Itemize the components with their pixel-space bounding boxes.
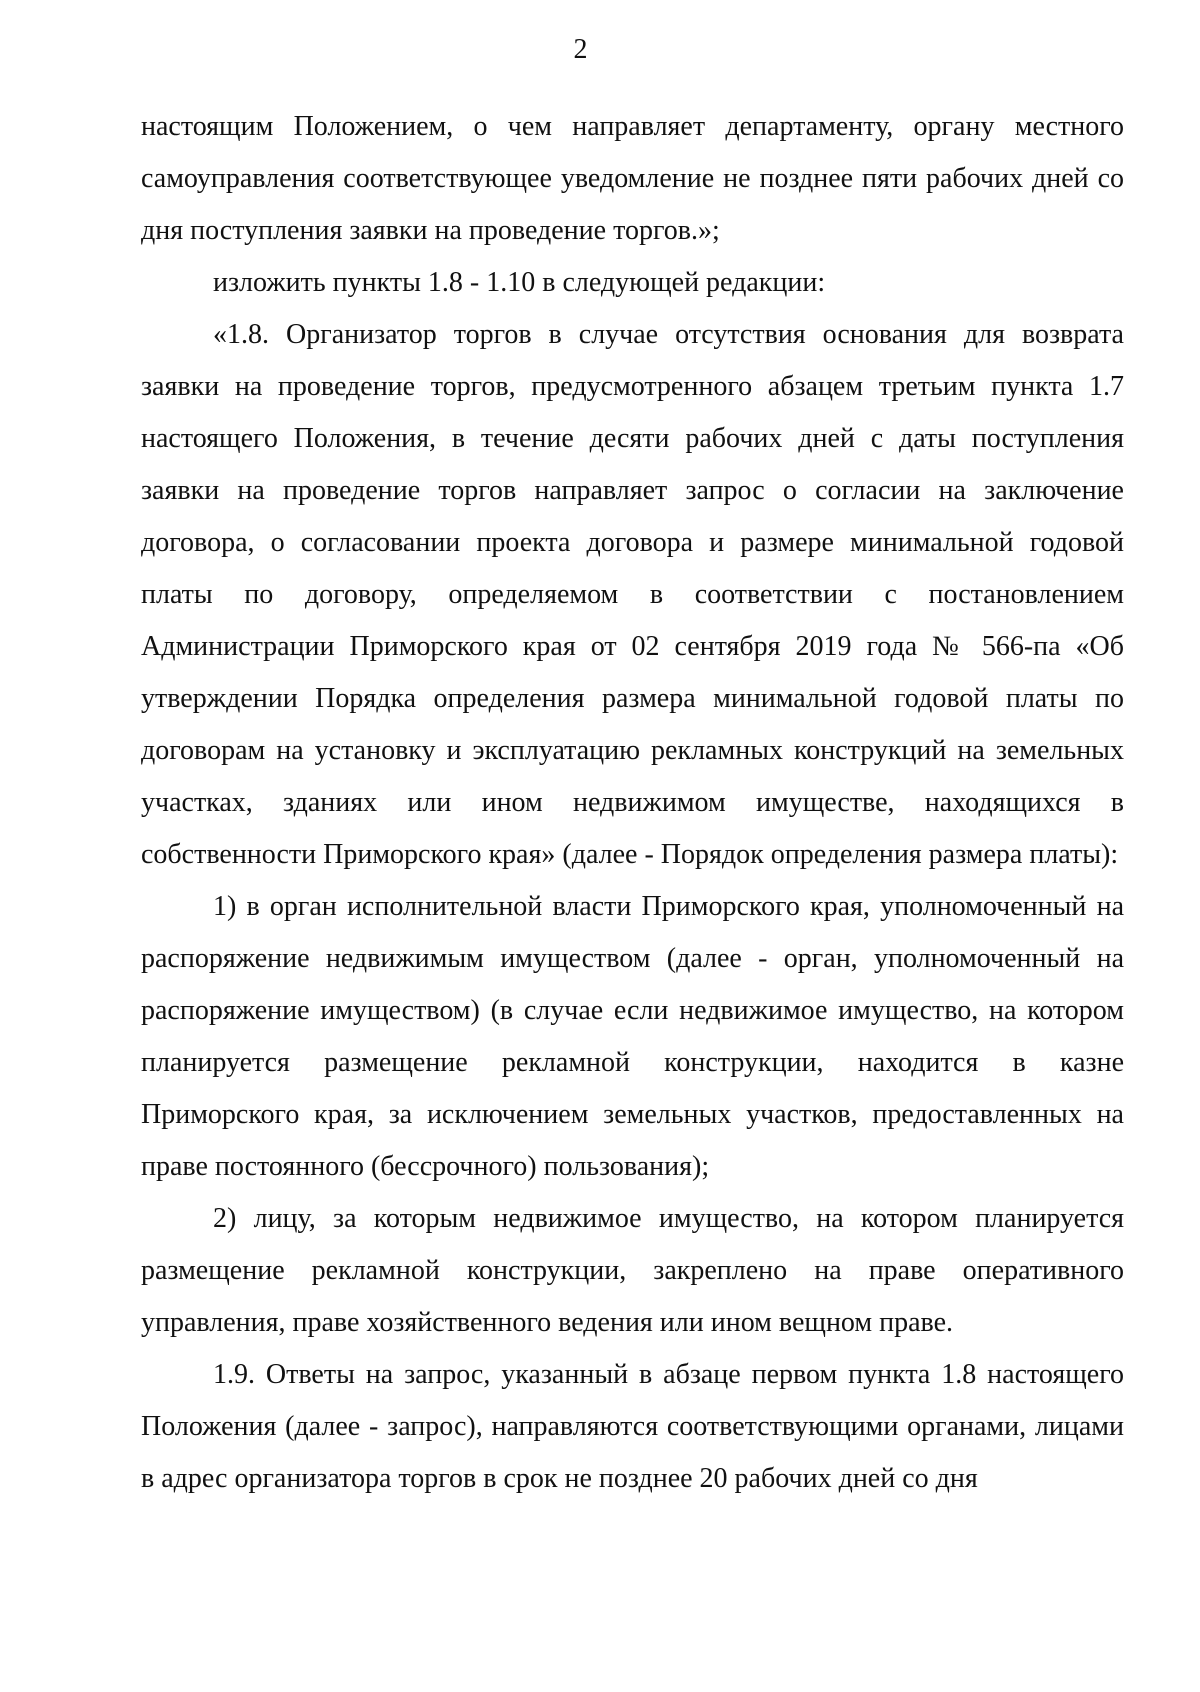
paragraph-subclause-2: 2) лицу, за которым недвижимое имущество, на котором планируется размещение рекламной конструкции, закреплено на праве оперативного управления, праве хозяйственного ведения или ином вещном праве. — [141, 1203, 1124, 1338]
document-body — [141, 101, 1124, 1505]
paragraph-amendment-instruction: изложить пункты 1.8 - 1.10 в следующей редакции: — [213, 267, 826, 298]
paragraph-subclause-1: 1) в орган исполнительной власти Приморского края, уполномоченный на распоряжение недвижимым имуществом (далее - орган, уполномоченный на распоряжение имуществом) (в случае если недвижимое имущество, на котором планируется размещение рекламной конструкции, находится в казне Приморского края, за исключением земельных участков, предоставленных на праве постоянного (бессрочного) пользования); — [141, 891, 1124, 1182]
paragraph-clause-1-9: 1.9. Ответы на запрос, указанный в абзаце первом пункта 1.8 настоящего Положения (далее - запрос), направляются соответствующими органами, лицами в адрес организатора торгов в срок не позднее 20 рабочих дней со дня — [141, 1359, 1124, 1494]
paragraph-continuation: настоящим Положением, о чем направляет департаменту, органу местного самоуправления соответствующее уведомление не позднее пяти рабочих дней со дня поступления заявки на проведение торгов.»; — [141, 111, 1124, 246]
paragraph-clause-1-8: «1.8. Организатор торгов в случае отсутствия основания для возврата заявки на проведение торгов, предусмотренного абзацем третьим пункта 1.7 настоящего Положения, в течение десяти рабочих дней с даты поступления заявки на проведение торгов направляет запрос о согласии на заключение договора, о согласовании проекта договора и размере минимальной годовой платы по договору, определяемом в соответствии с постановлением Администрации Приморского края от 02 сентября 2019 года № 566-па «Об утверждении Порядка определения размера минимальной годовой платы по договорам на установку и эксплуатацию рекламных конструкций на земельных участках, зданиях или ином недвижимом имуществе, находящихся в собственности Приморского края» (далее - Порядок определения размера платы): — [141, 319, 1124, 870]
page-number: 2 — [573, 34, 588, 65]
